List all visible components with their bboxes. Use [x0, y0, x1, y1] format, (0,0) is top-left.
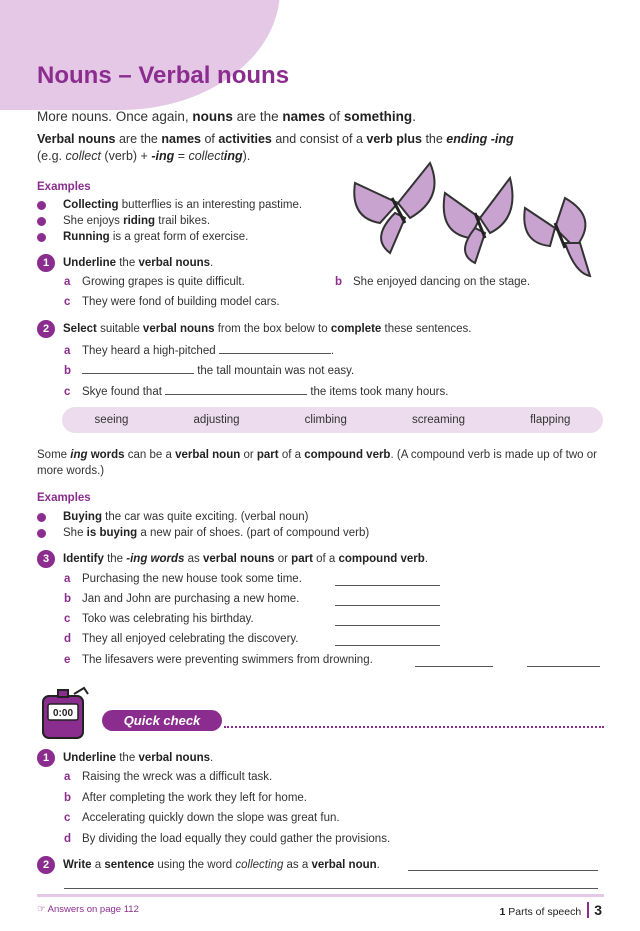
list-item: Collecting butterflies is an interesting pastime. — [37, 197, 302, 213]
word-option: climbing — [304, 414, 347, 426]
answer-line[interactable] — [408, 870, 598, 871]
word-option: screaming — [411, 414, 466, 426]
answer-blank[interactable] — [219, 343, 331, 354]
task-3-item-c: c Toko was celebrating his birthday. — [64, 613, 254, 625]
list-item: She is buying a new pair of shoes. (part of compound verb) — [37, 525, 369, 541]
answer-line[interactable] — [335, 645, 440, 646]
task-2-instruction: 2 Select suitable verbal nouns from the box below to complete these sentences. — [37, 320, 472, 338]
list-item: She enjoys riding trail bikes. — [37, 213, 302, 229]
task-1-item-a: a Growing grapes is quite difficult. — [64, 276, 245, 288]
examples-heading-2: Examples — [37, 492, 91, 504]
answer-blank[interactable] — [82, 363, 194, 374]
word-option: adjusting — [193, 414, 240, 426]
quick-check-task-2: 2 Write a sentence using the word collecting as a verbal noun. — [37, 856, 380, 874]
pointing-hand-icon: ☞ — [37, 904, 46, 915]
quick-check-heading: Quick check — [102, 710, 222, 731]
dotted-divider — [224, 726, 604, 728]
intro-text: More nouns. Once again, nouns are the names of something. — [37, 109, 416, 124]
answer-line[interactable] — [415, 666, 493, 667]
task-number: 2 — [37, 856, 55, 874]
answer-line[interactable] — [335, 585, 440, 586]
page-number: 3 — [587, 902, 602, 918]
task-1-item-b: b She enjoyed dancing on the stage. — [335, 276, 531, 288]
examples-list-2 — [37, 509, 369, 541]
footer-section: 1 Parts of speech 3 — [499, 902, 602, 918]
task-number: 3 — [37, 550, 55, 568]
examples-heading: Examples — [37, 181, 91, 193]
definition-text: Verbal nouns are the names of activities and consist of a verb plus the ending -ing (e.g. collect (verb) + -ing = collecting). — [37, 132, 514, 163]
list-item: Running is a great form of exercise. — [37, 229, 302, 245]
answer-line[interactable] — [527, 666, 600, 667]
task-2-item-a: a They heard a high-pitched . — [64, 345, 335, 357]
answer-line[interactable] — [335, 605, 440, 606]
task-3-item-e: e The lifesavers were preventing swimmers from drowning. — [64, 654, 373, 666]
qc-item-d: d By dividing the load equally they could gather the provisions. — [64, 833, 391, 845]
task-number: 1 — [37, 749, 55, 767]
task-number: 2 — [37, 320, 55, 338]
task-1-instruction: 1 Underline the verbal nouns. — [37, 254, 213, 272]
quick-check-task-1: 1 Underline the verbal nouns. — [37, 749, 213, 767]
timer-readout: 0:00 — [52, 708, 74, 719]
answer-line[interactable] — [335, 625, 440, 626]
word-option: seeing — [94, 414, 129, 426]
task-number: 1 — [37, 254, 55, 272]
header-decoration — [0, 0, 280, 110]
task-3-item-d: d They all enjoyed celebrating the discovery. — [64, 633, 299, 645]
stopwatch-icon — [40, 684, 96, 742]
task-2-item-c: c Skye found that the items took many hours. — [64, 386, 449, 398]
task-3-item-b: b Jan and John are purchasing a new home. — [64, 593, 300, 605]
answers-reference: ☞ Answers on page 112 — [37, 904, 139, 915]
qc-item-b: b After completing the work they left for home. — [64, 792, 307, 804]
task-3-item-a: a Purchasing the new house took some time. — [64, 573, 302, 585]
task-3-instruction: 3 Identify the -ing words as verbal nouns or part of a compound verb. — [37, 550, 428, 568]
butterflies-illustration — [350, 158, 605, 283]
list-item: Buying the car was quite exciting. (verbal noun) — [37, 509, 369, 525]
task-1-item-c: c They were fond of building model cars. — [64, 296, 280, 308]
qc-item-c: c Accelerating quickly down the slope was great fun. — [64, 812, 340, 824]
footer-divider — [37, 894, 604, 897]
examples-list — [37, 197, 302, 245]
word-option: flapping — [530, 414, 571, 426]
task-2-item-b: b the tall mountain was not easy. — [64, 365, 355, 377]
answer-blank[interactable] — [165, 384, 307, 395]
answer-line[interactable] — [64, 888, 598, 889]
page-title: Nouns – Verbal nouns — [37, 62, 290, 89]
qc-item-a: a Raising the wreck was a difficult task. — [64, 771, 273, 783]
word-box — [62, 407, 603, 433]
compound-verb-note: Some ing words can be a verbal noun or part of a compound verb. (A compound verb is made up of two or more words.) — [37, 449, 597, 477]
